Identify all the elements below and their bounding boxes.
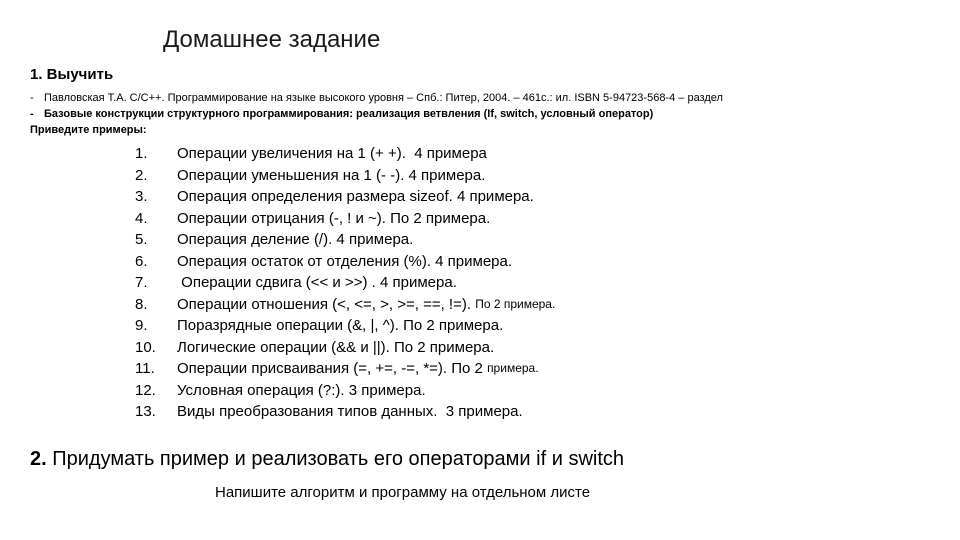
- reference-line: [30, 106, 723, 122]
- task-item: [135, 401, 555, 423]
- reference-text: Базовые конструкции структурного программирования: реализация ветвления (If, switch, условный оператор): [44, 108, 654, 120]
- task-item: [135, 294, 555, 316]
- task-text: Виды преобразования типов данных. 3 примера.: [177, 403, 523, 420]
- examples-label: Приведите примеры:: [30, 124, 147, 136]
- task-text: Операции отрицания (-, ! и ~). По 2 примера.: [177, 209, 491, 227]
- task-number: 2.: [135, 166, 148, 184]
- task-number: 1.: [135, 145, 148, 162]
- task-item: [135, 229, 555, 251]
- references-block: [30, 90, 723, 138]
- task-item: [135, 208, 555, 230]
- reference-bullet: -: [30, 108, 34, 120]
- task-number: 10.: [135, 338, 156, 356]
- task-item: [135, 358, 555, 380]
- task-text: Операция остаток от отделения (%). 4 примера.: [177, 252, 513, 270]
- section-2-number: 2.: [30, 448, 47, 470]
- task-list: [135, 143, 555, 423]
- task-text: Операция определения размера sizeof. 4 примера.: [177, 188, 534, 205]
- task-number: 4.: [135, 209, 148, 227]
- task-text: Операции сдвига (<< и >>) . 4 примера.: [177, 274, 457, 291]
- task-item: [135, 143, 555, 165]
- section-2-heading: [30, 448, 624, 471]
- task-number: 6.: [135, 252, 148, 270]
- task-item: [135, 251, 555, 273]
- task-text: Логические операции (&& и ||). По 2 примера.: [177, 338, 495, 356]
- task-suffix: По 2 примера.: [475, 296, 556, 311]
- task-item: [135, 380, 555, 402]
- task-text: Операция деление (/). 4 примера.: [177, 231, 414, 248]
- task-item: [135, 165, 555, 187]
- task-item: [135, 337, 555, 359]
- task-text: Операции присваивания (=, +=, -=, *=). По 2: [177, 360, 488, 377]
- task-number: 5.: [135, 231, 148, 248]
- reference-bullet: -: [30, 92, 34, 104]
- task-number: 12.: [135, 381, 156, 399]
- instruction-note: Напишите алгоритм и программу на отдельном листе: [215, 484, 591, 501]
- section-2-text: Придумать пример и реализовать его операторами if и switch: [46, 448, 625, 470]
- task-text: Поразрядные операции (&, |, ^). По 2 примера.: [177, 317, 504, 334]
- task-text: Операции увеличения на 1 (+ +). 4 примера: [177, 145, 487, 162]
- task-number: 13.: [135, 403, 156, 420]
- task-item: [135, 315, 555, 337]
- reference-text: Павловская Т.А. С/С++. Программирование на языке высокого уровня – Спб.: Питер, 2004. – 461с.: ил. ISBN 5-94723-568-4 – раздел: [44, 92, 723, 104]
- task-suffix: примера.: [487, 361, 539, 375]
- section-1-heading: 1. Выучить: [30, 66, 114, 83]
- task-item: [135, 186, 555, 208]
- task-item: [135, 272, 555, 294]
- task-number: 9.: [135, 317, 148, 334]
- task-text: Условная операция (?:). 3 примера.: [177, 381, 426, 399]
- task-number: 8.: [135, 295, 148, 313]
- reference-line: [30, 90, 723, 106]
- task-text: Операции уменьшения на 1 (- -). 4 примера.: [177, 166, 486, 184]
- task-number: 7.: [135, 274, 148, 291]
- task-number: 11.: [135, 360, 155, 377]
- task-text: Операции отношения (<, <=, >, >=, ==, !=).: [177, 295, 476, 313]
- page-title: Домашнее задание: [163, 26, 381, 53]
- task-number: 3.: [135, 188, 148, 205]
